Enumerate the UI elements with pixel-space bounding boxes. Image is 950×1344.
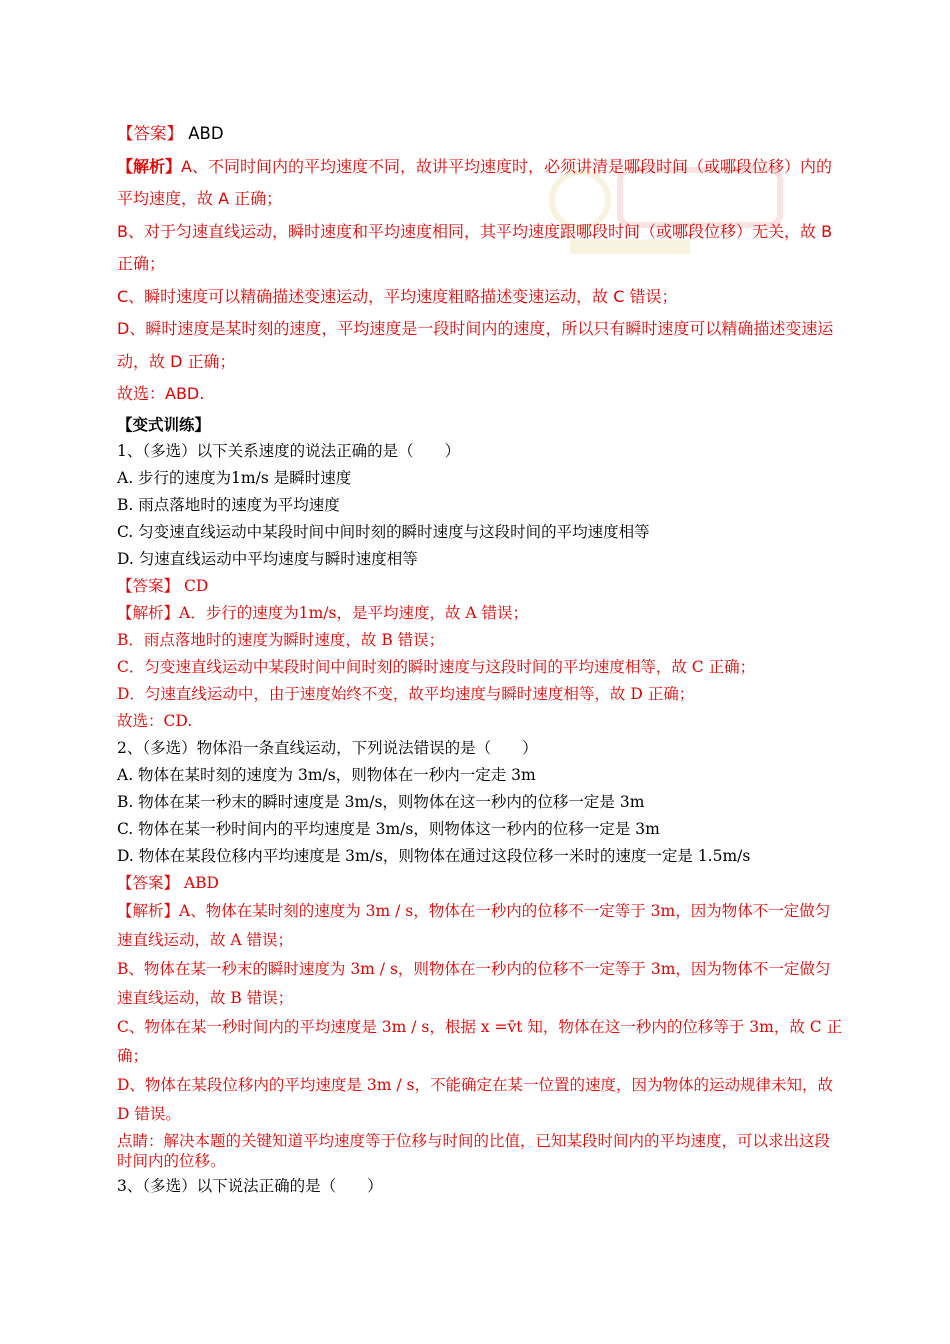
- q2-option-d: D. 物体在某段位移内平均速度是 3m/s，则物体在通过这段位移一米时的速度一定是 1.5m/s: [117, 846, 751, 865]
- answer-1: [117, 118, 845, 151]
- q1-analysis-b: B．雨点落地时的速度为瞬时速度，故 B 错误；: [117, 630, 445, 649]
- q2-comment: 点睛：解决本题的关键知道平均速度等于位移与时间的比值，已知某段时间内的平均速度，可以求出这段时间内的位移。: [117, 1131, 831, 1170]
- q2-option-b: B. 物体在某一秒末的瞬时速度是 3m/s，则物体在这一秒内的位移一定是 3m: [117, 792, 645, 811]
- q2-option-c: C. 物体在某一秒时间内的平均速度是 3m/s，则物体这一秒内的位移一定是 3m: [117, 819, 660, 838]
- q2-analysis-c: C、物体在某一秒时间内的平均速度是 3m / s，根据 x =v̄t 知，物体在这一秒内的位移等于 3m，故 C 正确；: [117, 1017, 843, 1065]
- analysis-label: 【解析】: [117, 901, 180, 920]
- document-page: [117, 118, 845, 1200]
- analysis-1-d: D、瞬时速度是某时刻的速度，平均速度是一段时间内的速度，所以只有瞬时速度可以精确描述变速运动，故 D 正确；: [117, 319, 834, 371]
- q1-stem: 1、（多选）以下关系速度的说法正确的是（ ）: [117, 441, 461, 460]
- answer-label: 【答案】: [117, 124, 183, 143]
- q2-analysis-a: 【解析】A、物体在某时刻的速度为 3m / s，物体在一秒内的位移不一定等于 3m，因为物体不一定做匀速直线运动，故 A 错误；: [117, 901, 831, 949]
- q1-choice: 故选：CD.: [117, 711, 193, 730]
- analysis-1-a: 【解析】A、不同时间内的平均速度不同，故讲平均速度时，必须讲清是哪段时间（或哪段位移）内的平均速度，故 A 正确；: [117, 156, 832, 208]
- q2-option-a: A. 物体在某时刻的速度为 3m/s，则物体在一秒内一定走 3m: [117, 765, 536, 784]
- q1-answer: [117, 573, 845, 600]
- analysis-label: 【解析】: [117, 156, 182, 176]
- q1-option-d: D. 匀速直线运动中平均速度与瞬时速度相等: [117, 549, 418, 568]
- answer-label: 【答案】: [117, 576, 180, 595]
- q1-analysis-a: 【解析】A．步行的速度为1m/s，是平均速度，故 A 错误；: [117, 603, 528, 622]
- q1-analysis-c: C．匀变速直线运动中某段时间中间时刻的瞬时速度与这段时间的平均速度相等，故 C 正确；: [117, 657, 756, 676]
- q2-answer: [117, 870, 845, 897]
- answer-label: 【答案】: [117, 873, 180, 892]
- analysis-1: [117, 151, 845, 411]
- q2-analysis-d: D、物体在某段位移内的平均速度是 3m / s，不能确定在某一位置的速度，因为物体的运动规律未知，故 D 错误。: [117, 1075, 833, 1123]
- q1-option-a: A. 步行的速度为1m/s 是瞬时速度: [117, 468, 352, 487]
- q1-analysis-d: D．匀速直线运动中，由于速度始终不变，故平均速度与瞬时速度相等，故 D 正确；: [117, 684, 695, 703]
- analysis-1-choice: 故选：ABD.: [117, 384, 205, 403]
- q1-option-b: B. 雨点落地时的速度为平均速度: [117, 495, 340, 514]
- analysis-1-c: C、瞬时速度可以精确描述变速运动，平均速度粗略描述变速运动，故 C 错误；: [117, 286, 678, 306]
- q1-option-c: C. 匀变速直线运动中某段时间中间时刻的瞬时速度与这段时间的平均速度相等: [117, 522, 650, 541]
- q3-stem: 3、（多选）以下说法正确的是（ ）: [117, 1176, 383, 1195]
- analysis-label: 【解析】: [117, 603, 180, 622]
- q2-stem: 2、（多选）物体沿一条直线运动，下列说法错误的是（ ）: [117, 738, 538, 757]
- answer-value: ABD: [188, 124, 224, 143]
- analysis-1-b: B、对于匀速直线运动，瞬时速度和平均速度相同，其平均速度跟哪段时间（或哪段位移）无关，故 B 正确；: [117, 221, 833, 273]
- q2-analysis-b: B、物体在某一秒末的瞬时速度为 3m / s，则物体在一秒内的位移不一定等于 3m，因为物体不一定做匀速直线运动，故 B 错误；: [117, 959, 831, 1007]
- answer-value: CD: [183, 576, 209, 595]
- answer-value: ABD: [183, 873, 219, 892]
- section-title: 【变式训练】: [117, 414, 211, 434]
